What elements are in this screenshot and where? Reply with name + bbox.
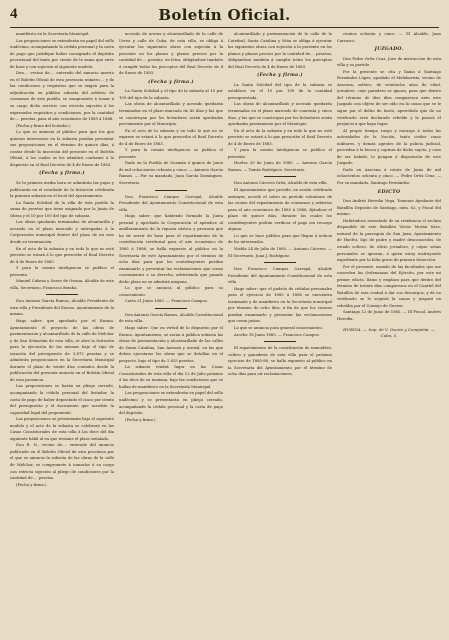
section-divider [46,294,77,295]
paragraph: Las proposiciones se extenderán en papel del sello undécimo, acompañando la cédula personal y la carta de pago que justifique haber consignado el depósito provisional del tanto por ciento de la suma que sirve de base y con sujeción al siguiente modelo: [10,37,114,69]
paragraph: cientos ochenta y cinco. — El Alcalde, Juan Carrasco. [337,31,441,43]
paragraph: Las obras quedarán terminadas de alcantarilla y acerado en el plazo marcado y entregadas á la Corporación municipal dentro del plazo de un mes desde su terminación. [10,219,114,244]
paragraph: La Santa Soledad y el tipo de la subasta al 10 por 100 del tipo de la subasta. [119,88,223,100]
paragraph: Se la primera media hora se admitirán las pujas y publicarán en el resultado de la licitación celebrada la primera subasta en el local del Ayuntamiento. [10,180,114,199]
paragraph: Don Francisco Campos Carvajal, Alcalde Presidente del Ayuntamiento Constitucional de esta villa. [119,193,223,212]
paragraph: La subasta tendrá lugar en las Casas Consistoriales de esta villa el día 12 de Julio próximo á las doce de su mañana, bajo las condiciones que se hallan de manifiesto en la Secretaría Municipal. [119,364,223,389]
paragraph: acerado de aceras y alcantarillado de la calle de Urrea y calle de Cuba, de esta villa, se obliga á ejecutar las siguientes obras con sujeción á la presente en los planos y planos precios por la cantidad de.... pesetas, en letra, obligándose también á cumplir todos los preceptos del Real Decreto de 4 de Enero de 1883. [119,31,223,76]
section-divider [264,341,295,342]
paragraph: Lo que se hace público para que llegue á noticia de los interesados. [228,232,332,245]
paragraph: Por el presente, usando de las facultades que me conceden las Ordenanzas del Ejército, por este mi primer edicto, llamo y emplazo para que dentro del término de treinta días comparezca en el Cuartel del Batallón de esta ciudad á dar sus descargos, y de no verificarlo se le seguirá la causa y juzgará en rebeldía por el Consejo de Guerra. [337,263,441,308]
column-1 [10,31,114,634]
paragraph: Y para la común inteligencia se publica el presente. [119,147,223,159]
header-rule [10,27,439,28]
paragraph: Don Antonio Cáceres Ortiz, Alcalde de esta villa. [234,180,328,186]
page-number: 4 [10,6,18,22]
paragraph: Y para la común inteligencia se publica el presente. [10,265,114,277]
paragraph: En el acto de la subasta y en todo lo que no se exprese se estará á lo que prescribe el Real Decreto de 4 de Enero de 1883. [119,127,223,146]
paragraph: En el acto de la subasta y en todo lo que no esté previsto se estará á lo que prescribe el Real Decreto de 4 de Enero de 1883. [10,245,114,264]
section-heading: (Fecha y firma.) [148,79,194,85]
paragraph: Las obras de alcantarillado y acerado quedarán terminadas en el plazo marcado de cuarenta y cinco días, y las que se construyan por los licitadores serán aprobadas previamente por el Municipio. [228,101,332,127]
paragraph: Hago saber: Que en virtud de lo dispuesto por el Excmo. Ayuntamiento, se sacan á pública subasta las obras de pavimentación y alcantarillado de las calles de Santa Catalina, San Antonio y Arenal, en las que deben ejecutarse las obras que se detallan en el proyecto, bajo el tipo de 1.825 pesetas. [119,324,223,363]
text-columns [10,31,441,634]
paragraph: Por la presente se cita y llama á Santiago Fernández López, apodado el Malabarista, vecino de Aracena, soltero, de veintiocho años de edad, jornalero, cuyo paradero se ignora, para que dentro del término de diez días comparezca ante este Juzgado con objeto de ser oído en la causa que se le sigue por el delito de hurto, apercibido que de no verificarlo será declarado rebelde y le parará el perjuicio á que haya lugar. [337,68,441,127]
section-heading: JUZGADO. [374,47,404,53]
paragraph: El Ayuntamiento que preside, en sesión celebrada anteayer, acordó el cobro en período voluntario de las cuotas del repartimiento de consumos y arbitrios para el año económico de 1885 á 1886, fijándose el plazo de quince días, durante los cuales los contribuyentes podrán verificar el pago sin recargo alguno. [228,187,332,232]
column-4 [337,31,441,634]
paragraph: Hago saber: que el padrón de cédulas personales para el ejercicio de 1885 á 1886 se encuentra terminado y de manifiesto en la Secretaría municipal por término de ocho días, á fin de que los vecinos puedan examinarlo y presentar las reclamaciones que crean justas. [228,285,332,324]
paragraph: Las proposiciones se harán en pliego cerrado, acompañando la cédula personal del licitador, la carta de pago de haber depositado el cinco por ciento del presupuesto y el documento que acredite la capacidad legal del proponente. [10,383,114,415]
paragraph: Manuel Cabeza y Suero de Ossina, Alcalde de este villa, Secretario, Francisco Bomba. [10,278,114,290]
paragraph: Don Andrés Heredia Vega, Teniente Ayudante del Batallón Depósito de Santiago, núm. 62, y Fiscal del mismo. [337,198,441,217]
section-heading: (Fecha y firma.) [257,73,303,79]
paragraph: La Santa Soledad del tipo de la subasta se establece en el 10 por 100 de la cantidad presupuestada. [228,81,332,100]
paragraph: Don.... vecino de.... enterado del anuncio inserto en el Boletín Oficial de esta provincia número.... y de las condiciones y requisitos que se exigen para la adjudicación en pública subasta del arbitrio de consumos de este pueblo, se compromete á tomar á su cargo dicho servicio con estricta sujeción á los expresados requisitos y condiciones, por la cantidad de.... pesetas, para el año económico de 1885 á 1886. [10,70,114,122]
paragraph: Lo que se anuncia al público para que los que quieran interesarse en la subasta puedan presentar sus proposiciones en el término de quince días, á contar desde la inserción del presente en el Boletín Oficial, á los cuales se les admitirá conforme á lo dispuesto en el Real Decreto de 4 de Enero de 1883. [10,129,114,167]
section-divider [264,176,295,177]
section-divider [264,262,295,263]
paragraph: (Fecha y firma.) [16,481,47,487]
section-divider [155,308,186,309]
paragraph: Al propio tiempo ruego y encargo á todas las autoridades de la Nación, tanto civiles como militares, y demás agentes de la policía judicial, procedan á la busca y captura de dicho sujeto, y caso de ser habido, lo pongan á disposición de este Juzgado. [337,127,441,166]
paragraph: Santiago 12 de Junio de 1885. — El Fiscal, Andrés Heredia. [337,309,441,321]
paragraph: Aroche 18 Junio 1885. — Francisco Campos. [234,331,320,337]
paragraph: Habiéndose ausentado de su residencia el recluta disponible de este Batallón Víctor Morán Sáez, natural de la parroquia de San Juan, Ayuntamiento de Huelva, hijo de padre y madre desconocidos, de estado soltero, de oficio jornalero, y cuyas señas personales se ignoran, á quien estoy instruyendo expediente por la falta grave de primera deserción. [337,217,441,263]
paragraph: Las proposiciones se presentarán bajo el siguiente modelo y el acto de la subasta se celebrará en las Casas Consistoriales de esta villa á las doce del día siguiente hábil al en que termine el plazo señalado. [10,416,114,441]
paragraph: En el acto de la subasta y en todo lo que no esté previsto se estará á lo que prescribe el Real Decreto de 4 de Enero de 1883. [228,127,332,146]
paragraph: Don Francisco Campos Carvajal, Alcalde Presidente del Ayuntamiento Constitucional de esta villa. [228,266,332,285]
paragraph: Hago saber: que habiendo formado la Junta pericial y aprobado la Corporación el apéndice al amillaramiento de la riqueza rústica y pecuaria que ha de servir de base para el repartimiento de la contribución territorial para el año económico de 1885 á 1886, se halla expuesto al público en la Secretaría de este Ayuntamiento por el término de ocho días para que los contribuyentes puedan examinarlo y presentar las reclamaciones que crean convenientes a su derecho, advirtiendo que pasado dicho plazo no se admitirá ninguna. [119,213,223,284]
paragraph: Lo que se anuncia para general conocimiento. [234,324,323,330]
paragraph: Carta 21 Junio 1885. — Francisco Campos. [125,298,208,304]
section-divider [155,190,186,191]
section-heading: (Fecha y firma.) [39,171,85,177]
paragraph: Dado en la Puebla de Guzmán á quince de Junio de mil ochocientos ochenta y cinco. — Antonio García Ramos. — Por su mandado, Juan García Domínguez, Secretario. [119,160,223,186]
paragraph: Don Antonio García Ramos, Alcalde Presidente de esta villa y Presidente del Excmo. Ayuntamiento de la misma. [10,298,114,317]
column-3 [228,31,332,634]
paragraph: El repartimiento de la contribución de inmuebles, cultivo y ganadería de esta villa para el próximo ejercicio de 1885-86, se halla expuesto al público en la Secretaría del Ayuntamiento por el término de ocho días para oír reclamaciones. [228,345,332,377]
paragraph: manifiesto en la Secretaría Municipal. [16,31,90,36]
paragraph: Las obras de alcantarillado y acerado quedarán terminadas en el plazo marcado de 45 días y las que se construyan por los licitadores serán aprobadas previamente por el Municipio. [119,101,223,127]
paragraph: Y para la común inteligencia se publica el presente. [228,147,332,159]
paragraph: Lo que se anuncia al público para su conocimiento. [119,285,223,297]
paragraph: Hago saber: que aprobado por el Excmo. Ayuntamiento el proyecto de las obras de pavimentación y alcantarillado de la calle de Melchor y de San Sebastián de esta villa, se abre la licitación para la ejecución de las mismas bajo el tipo de tasación del presupuesto de 3.875 pesetas y se admitirán proposiciones en la Secretaría Municipal durante el plazo de veinte días contados desde la publicación del presente anuncio en el Boletín Oficial de esta provincia. [10,317,114,382]
column-2 [119,31,223,634]
paragraph: (Fecha y firma del licitador.) [16,122,71,128]
publication-title: Boletín Oficial. [158,6,291,24]
paragraph: Las proposiciones se extenderán en papel del sello undécimo y se presentarán en pliego cerrado, acompañando la cédula personal y la carta de pago del depósito. [119,390,223,416]
paragraph: La Santa Soledad de la villa de este pueblo la suma de pesetas que tiene asignada por la Junta de Obras y el 10 por 100 del tipo de subasta. [10,199,114,218]
paragraph: Dado en Aracena á veinte de Junio de mil ochocientos ochenta y cinco. — Pedro Ortiz Cruz. — Por su mandado, Santiago Fernández. [337,166,441,186]
page-header [10,6,439,28]
paragraph: alcantarillado y pavimentación de la calle de la Catedral, Santa Catalina y Niña se obliga á ejecutar las siguientes obras con sujeción á la presente en los planos y planos precios por la cantidad de.... pesetas, obligándose también á cumplir todos los preceptos del Real Decreto de 4 de Enero de 1883. [228,31,332,69]
paragraph: Don R. N., vecino de.... enterado del anuncio publicado en el Boletín Oficial de esta provincia por el que se anuncia la subasta de las obras de la calle de Melchor, se compromete á tomarlas á su cargo con estricta sujeción al pliego de condiciones por la cantidad de.... pesetas. [10,442,114,481]
paragraph: Don Antonio García Ramos, Alcalde Constitucional de esta villa. [119,311,223,324]
paragraph: (Fecha y firma.) [125,416,156,422]
paragraph: Huelva 20 de Junio de 1885. — Antonio García Ramos. — Tomás Rodríguez, Secretario. [228,160,332,172]
section-heading: EDICTO [377,189,401,195]
paragraph: Don Pedro Ortiz Cruz, Juez de instrucción de esta villa y su partido. [337,55,441,68]
paragraph: Niebla 24 de Julio de 1885. — Antonio Cáceres. — El Secretario, Juan J. Rodríguez. [228,245,332,258]
printer-imprint: HUELVA. — Imp. de V. Osorio y Compañía. — Cuba, 5. [343,326,435,339]
